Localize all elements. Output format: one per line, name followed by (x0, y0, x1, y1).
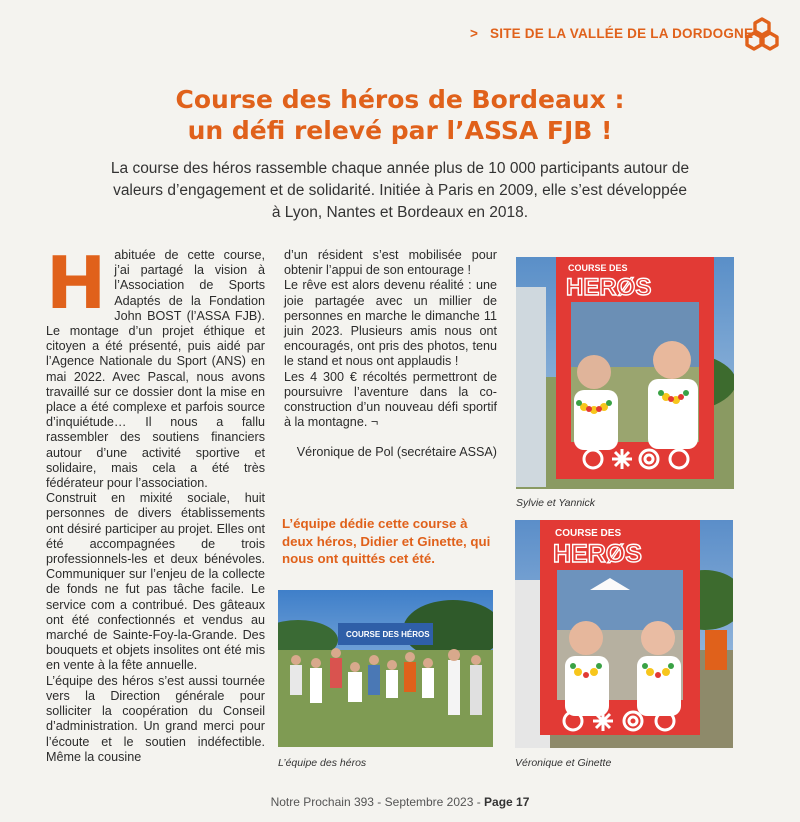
drop-cap: H (46, 241, 107, 325)
article-title: Course des héros de Bordeaux : un défi relevé par l’ASSA FJB ! (175, 85, 625, 145)
photo-veronique-ginette (515, 520, 733, 748)
section-header (470, 26, 753, 41)
article-column-2 (284, 248, 497, 461)
dedication-text: L’équipe dédie cette course à deux héros, Didier et Ginette, qui nous ont quittés cet été. (282, 516, 491, 566)
photo-caption: Sylvie et Yannick (516, 497, 595, 509)
footer-text: Notre Prochain 393 - Septembre 2023 - (270, 795, 485, 809)
page-footer (0, 795, 800, 809)
photo-caption: L’équipe des héros (278, 757, 367, 769)
signature: Véronique de Pol (secrétaire ASSA) (296, 445, 497, 460)
frame-text-small: COURSE DES (568, 263, 628, 273)
paragraph: d’un résident s’est mobilisée pour obtenir l’appui de son entourage ! (284, 248, 497, 278)
paragraph: Construit en mixité sociale, huit personnes de divers établissements ont désiré participer au projet. Elles ont été accompagnées de trois professionnels-les et deux bénévoles. Communiquer sur l’enjeu de la collecte de fonds ne fut pas tâche facile. Le service com a contribué. Des gâteaux ont été confectionnés et vendus au marché de Sainte-Foy-la-Grande. Des bouquets et objets insolites ont été mis en vente à la fête annuelle. (46, 491, 265, 673)
page-number: Page 17 (484, 795, 530, 809)
photo-equipe-heros (278, 590, 493, 747)
paragraph: Le rêve est alors devenu réalité : une joie partagée avec un millier de personnes en marche le dimanche 11 juin 2023. Plusieurs amis nous ont encouragés, ont pris des photos, tenu le stand et nous ont applaudis ! (284, 278, 497, 369)
photo-caption: Véronique et Ginette (515, 757, 612, 769)
article-column-1 (46, 241, 265, 765)
paragraph: L’équipe des héros s’est aussi tournée vers la Direction générale pour solliciter la coopération du Conseil d’administration. Un grand merci pour l’écoute et le soutien indéfectible. Même la cousine (46, 673, 265, 764)
chevron-right-icon: > (470, 26, 479, 41)
photo-sylvie-yannick (516, 257, 734, 489)
frame-text-large: HERØS (553, 540, 642, 568)
section-label: SITE DE LA VALLÉE DE LA DORDOGNE (490, 26, 754, 41)
frame-text-small: COURSE DES (555, 528, 622, 539)
banner-text: COURSE DES HÉROS (346, 630, 430, 639)
hexagon-logo-icon (743, 16, 781, 54)
frame-text-large: HERØS (566, 274, 652, 301)
paragraph: Les 4 300 € récoltés permettront de poursuivre l’aventure dans la co-construction d’un nouveau défi sportif à la montagne. ¬ (284, 369, 497, 430)
intro-paragraph: La course des héros rassemble chaque année plus de 10 000 participants autour de valeurs d’engagement et de solidarité. Initiée à Paris en 2009, elle s’est développée à Lyon, Nantes et Bordeaux en 2018. (110, 160, 690, 221)
paragraph: abituée de cette course, j’ai partagé la vision à l’Association de Sports Adaptés de la Fondation John BOST (l’ASSA FJB). Le montage d’un projet éthique et citoyen a été présenté, puis aidé par l’Agence Nationale du Sport (ANS) en mai 2022. Avec Pascal, nous avons travaillé sur ce dossier dont la mise en place a été complexe et parfois source d’inquiétude… Il nous a fallu rassembler des soutiens financiers autour d’une activité sportive et solidaire, mais cela a été très fédérateur pour l’association. (46, 248, 265, 491)
